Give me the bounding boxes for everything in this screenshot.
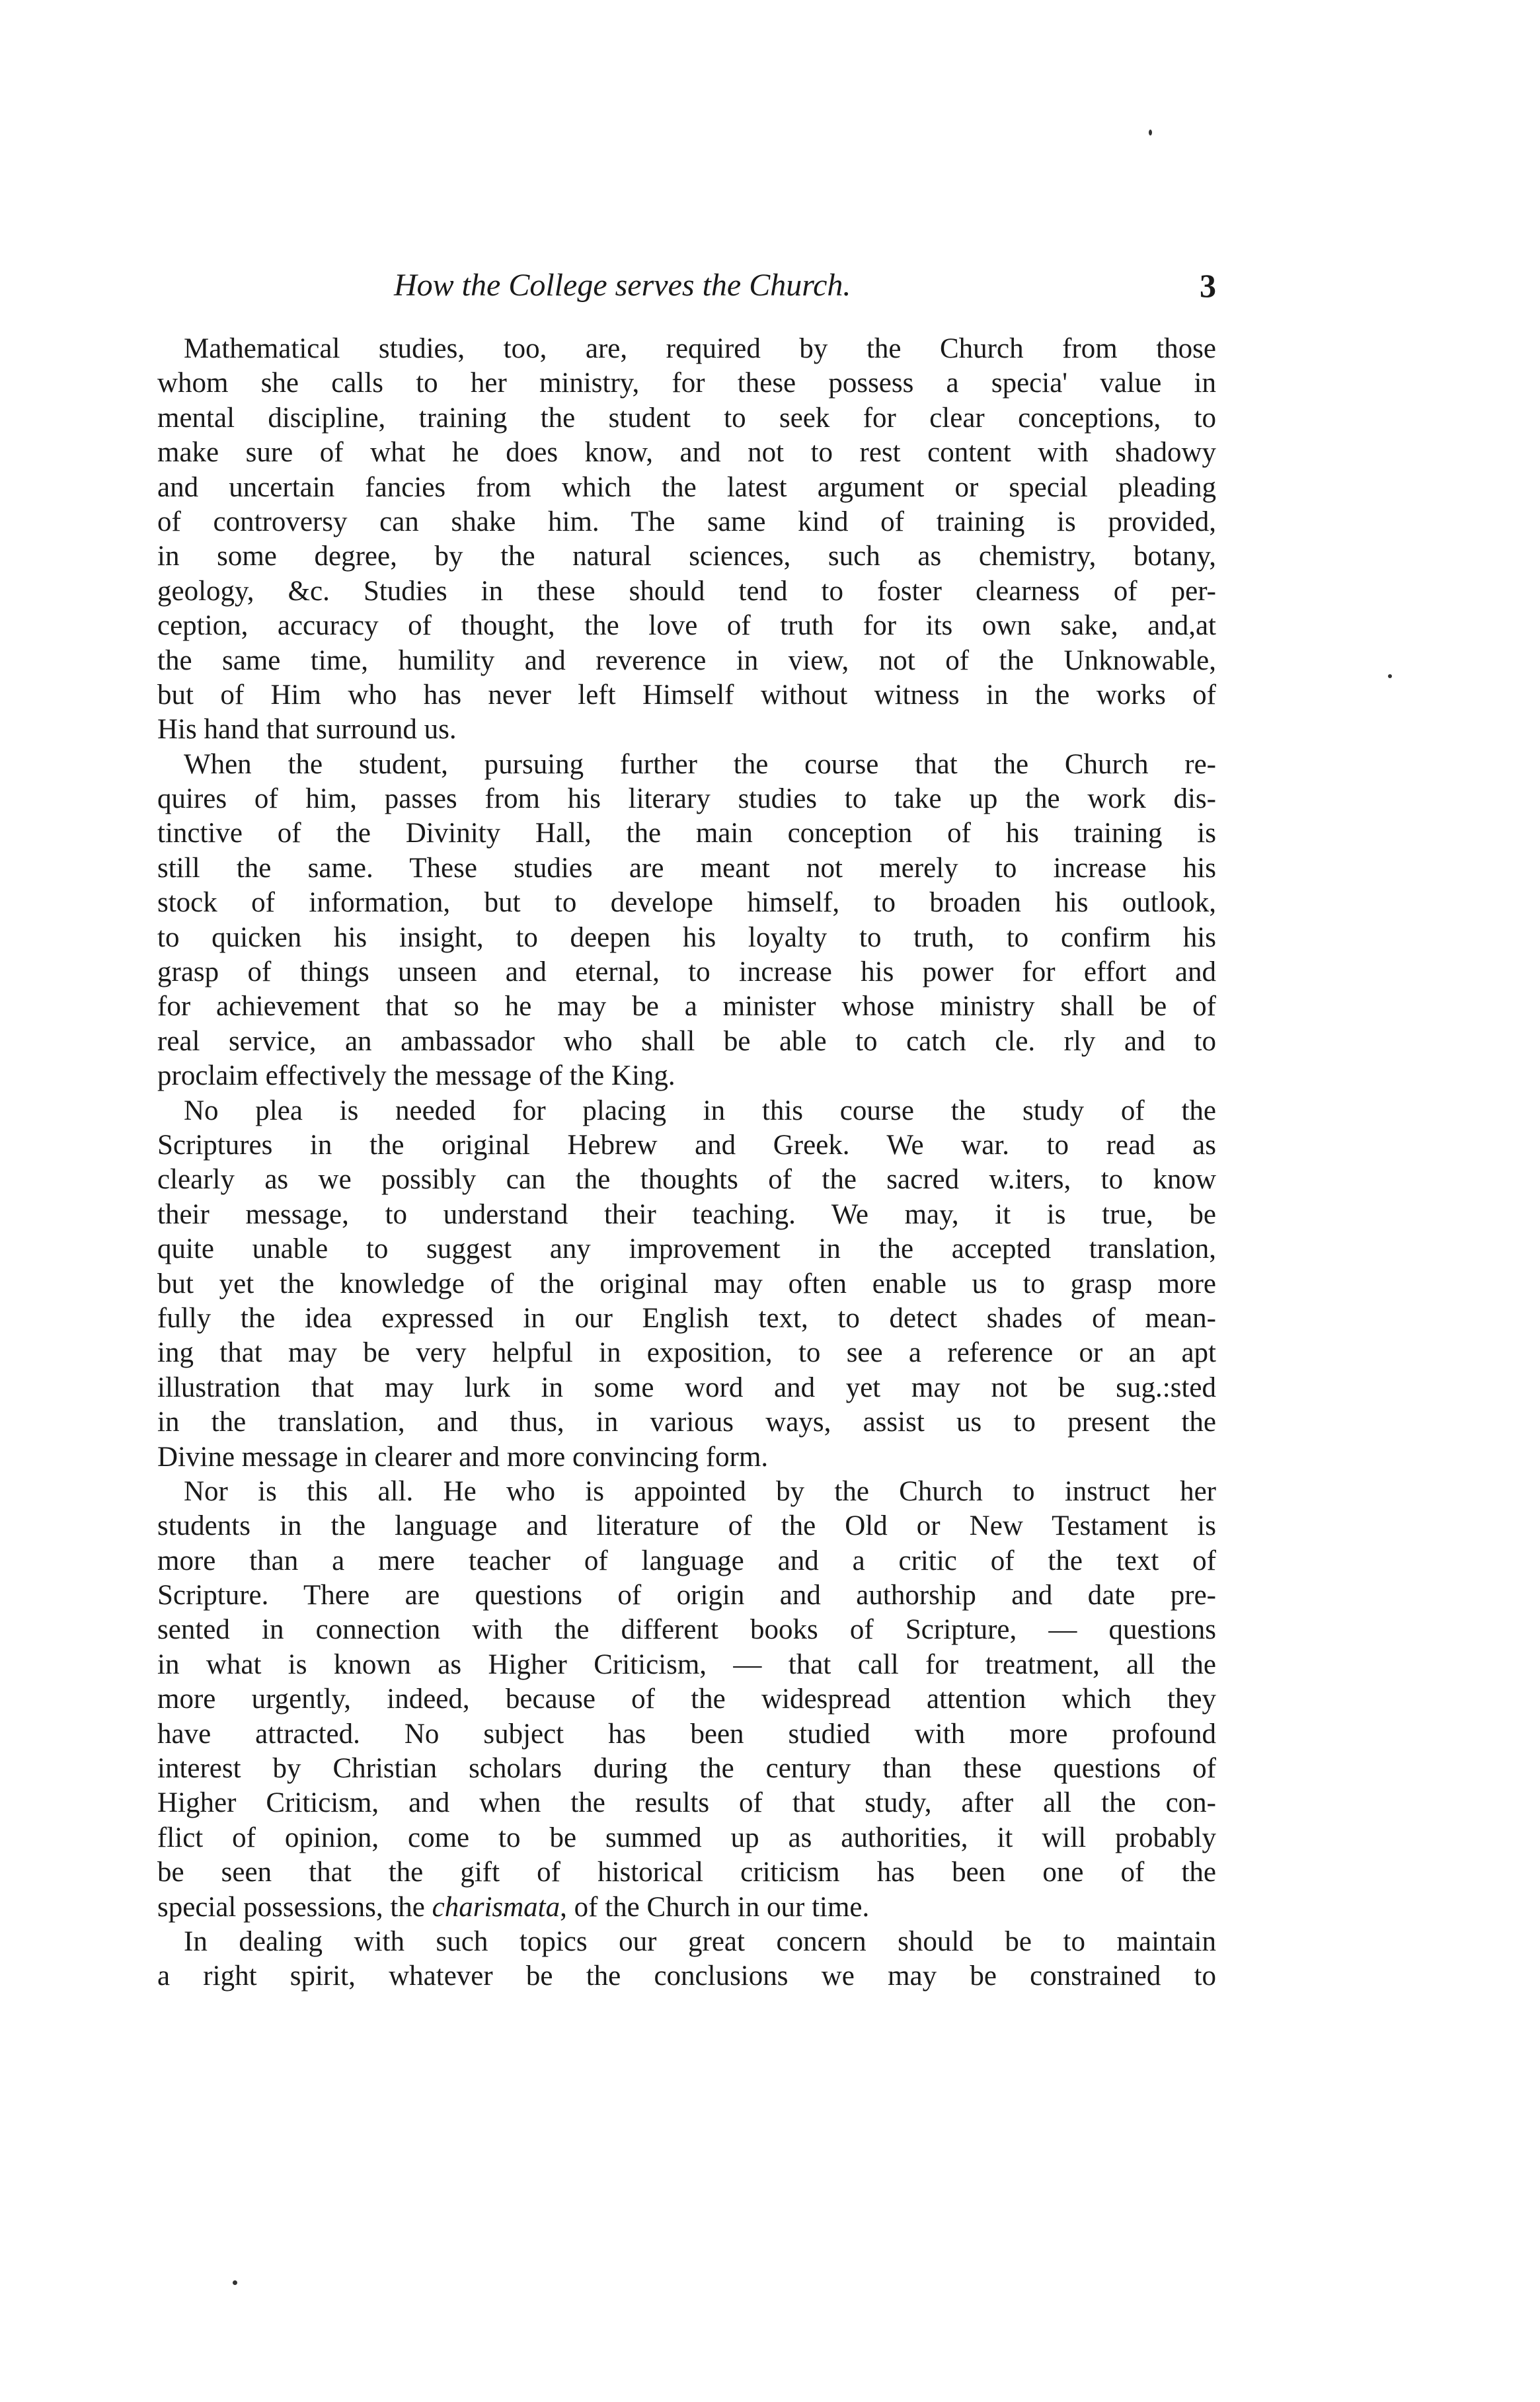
- text-line: fully the idea expressed in our English text, to detect shades of mean-: [157, 1302, 1216, 1334]
- text-line: When the student, pursuing further the course that the Church re-: [184, 748, 1216, 780]
- text-line: In dealing with such topics our great concern should be to maintain: [184, 1925, 1216, 1957]
- scan-speck: [1388, 674, 1392, 678]
- text-line: to quicken his insight, to deepen his loyalty to truth, to confirm his: [157, 921, 1216, 953]
- text-line: mental discipline, training the student to seek for clear conceptions, to: [157, 402, 1216, 434]
- text-line: in the translation, and thus, in various ways, assist us to present the: [157, 1407, 1216, 1438]
- text-line: Scriptures in the original Hebrew and Greek. We war. to read as: [157, 1129, 1216, 1161]
- text-line: whom she calls to her ministry, for these possess a specia' value in: [157, 368, 1216, 399]
- text-line: proclaim effectively the message of the King.: [157, 1060, 675, 1092]
- text-line: still the same. These studies are meant not merely to increase his: [157, 852, 1216, 884]
- italic-term: charismata: [432, 1891, 560, 1923]
- text-line: Higher Criticism, and when the results of that study, after all the con-: [157, 1787, 1216, 1819]
- page-number: 3: [1200, 267, 1216, 304]
- text-line: Divine message in clearer and more convincing form.: [157, 1441, 769, 1473]
- text-line: sented in connection with the different books of Scripture, — questions: [157, 1614, 1216, 1646]
- text-line: flict of opinion, come to be summed up as authorities, it will probably: [157, 1822, 1216, 1853]
- text-line: a right spirit, whatever be the conclusions we may be constrained to: [157, 1960, 1216, 1992]
- text-line: and uncertain fancies from which the latest argument or special pleading: [157, 471, 1216, 503]
- text-line: but yet the knowledge of the original may often enable us to grasp more: [157, 1268, 1216, 1299]
- text-line: interest by Christian scholars during the century than these questions of: [157, 1753, 1216, 1785]
- text-line: more than a mere teacher of language and a critic of the text of: [157, 1545, 1216, 1576]
- text-line: ception, accuracy of thought, the love of truth for its own sake, and,at: [157, 610, 1216, 642]
- text-segment: special possessions, the: [157, 1891, 432, 1923]
- text-line: in some degree, by the natural sciences, such as chemistry, botany,: [157, 541, 1216, 572]
- text-line: for achievement that so he may be a minister whose ministry shall be of: [157, 991, 1216, 1023]
- text-line: clearly as we possibly can the thoughts of the sacred w.iters, to know: [157, 1164, 1216, 1196]
- text-line: [157, 1890, 1216, 1925]
- text-line: in what is known as Higher Criticism, — that call for treatment, all the: [157, 1648, 1216, 1680]
- text-line: No plea is needed for placing in this course the study of the: [184, 1095, 1216, 1126]
- text-line: stock of information, but to develope himself, to broaden his outlook,: [157, 887, 1216, 919]
- text-line: students in the language and literature of the Old or New Testament is: [157, 1510, 1216, 1542]
- text-line: ing that may be very helpful in exposition, to see a reference or an apt: [157, 1337, 1216, 1369]
- text-line: quires of him, passes from his literary studies to take up the work dis-: [157, 783, 1216, 815]
- text-line: grasp of things unseen and eternal, to increase his power for effort and: [157, 956, 1216, 988]
- text-line: illustration that may lurk in some word and yet may not be sug.:sted: [157, 1372, 1216, 1403]
- running-head: [159, 259, 1216, 312]
- text-line: but of Him who has never left Himself without witness in the works of: [157, 679, 1216, 711]
- scan-speck: [1149, 130, 1152, 136]
- text-line: Scripture. There are questions of origin and authorship and date pre-: [157, 1580, 1216, 1611]
- text-line: their message, to understand their teaching. We may, it is true, be: [157, 1198, 1216, 1230]
- text-segment: , of the Church in our time.: [560, 1891, 870, 1923]
- text-line: geology, &c. Studies in these should tend to foster clearness of per-: [157, 575, 1216, 607]
- text-line: more urgently, indeed, because of the widespread attention which they: [157, 1684, 1216, 1715]
- text-line: of controversy can shake him. The same kind of training is provided,: [157, 506, 1216, 537]
- text-line: be seen that the gift of historical criticism has been one of the: [157, 1857, 1216, 1888]
- body-text: [157, 332, 1216, 1994]
- scan-speck: [233, 2280, 237, 2285]
- text-line: make sure of what he does know, and not to rest content with shadowy: [157, 437, 1216, 469]
- text-line: have attracted. No subject has been studied with more profound: [157, 1718, 1216, 1750]
- text-line: tinctive of the Divinity Hall, the main conception of his training is: [157, 818, 1216, 849]
- running-title: How the College serves the Church.: [394, 268, 851, 303]
- text-line: His hand that surround us.: [157, 714, 457, 746]
- text-line: real service, an ambassador who shall be able to catch cle. rly and to: [157, 1025, 1216, 1057]
- text-line: Nor is this all. He who is appointed by the Church to instruct her: [184, 1475, 1216, 1507]
- text-line: the same time, humility and reverence in view, not of the Unknowable,: [157, 644, 1216, 676]
- text-line: quite unable to suggest any improvement in the accepted translation,: [157, 1233, 1216, 1265]
- text-line: Mathematical studies, too, are, required by the Church from those: [184, 333, 1216, 364]
